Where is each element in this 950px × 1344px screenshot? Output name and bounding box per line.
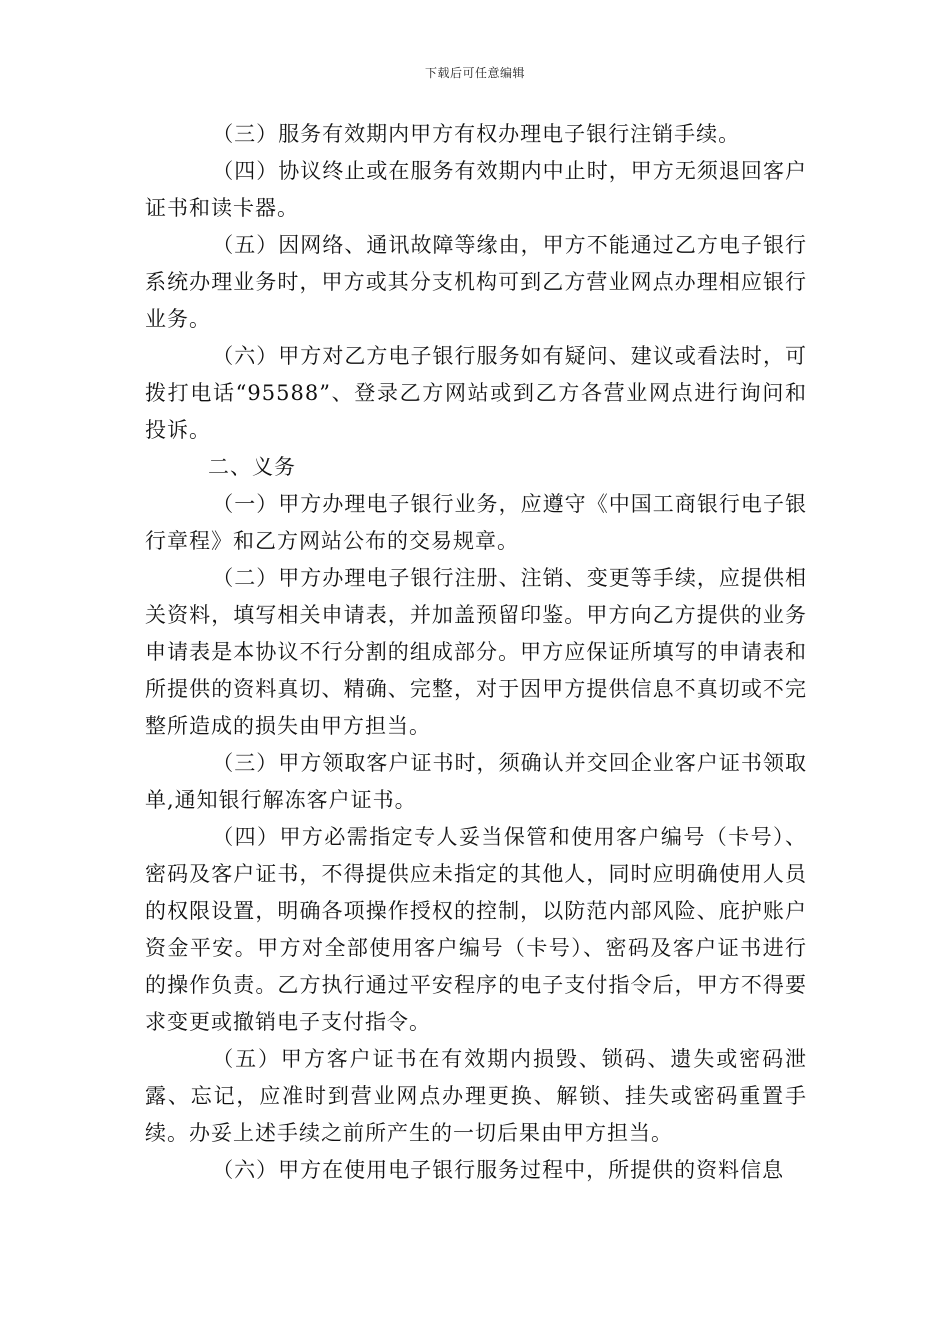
clause-paragraph: （三）服务有效期内甲方有权办理电子银行注销手续。 bbox=[212, 122, 741, 146]
duty-paragraph: （五）甲方客户证书在有效期内损毁、锁码、遗失或密码泄露、忘记，应准时到营业网点办理更换、解锁、挂失或密码重置手续。办妥上述手续之前所产生的一切后果由甲方担当。 bbox=[145, 1047, 807, 1145]
duty-paragraph: （六）甲方在使用电子银行服务过程中，所提供的资料信息 bbox=[212, 1158, 785, 1182]
duty-paragraph: （一）甲方办理电子银行业务，应遵守《中国工商银行电子银行章程》和乙方网站公布的交易规章。 bbox=[145, 492, 807, 553]
page-header-note: 下载后可任意编辑 bbox=[424, 66, 525, 80]
clause-paragraph: （五）因网络、通讯故障等缘由，甲方不能通过乙方电子银行系统办理业务时，甲方或其分支机构可到乙方营业网点办理相应银行业务。 bbox=[145, 233, 807, 331]
document-body bbox=[145, 116, 807, 1189]
section-heading: 二、义务 bbox=[208, 455, 296, 479]
clause-paragraph: （六）甲方对乙方电子银行服务如有疑问、建议或看法时，可拨打电话“95588”、登录乙方网站或到乙方各营业网点进行询问和投诉。 bbox=[145, 344, 807, 442]
clause-paragraph: （四）协议终止或在服务有效期内中止时，甲方无须退回客户证书和读卡器。 bbox=[145, 159, 807, 220]
duty-paragraph: （三）甲方领取客户证书时，须确认并交回企业客户证书领取单,通知银行解冻客户证书。 bbox=[145, 751, 807, 812]
duty-paragraph: （二）甲方办理电子银行注册、注销、变更等手续，应提供相关资料，填写相关申请表，并加盖预留印鉴。甲方向乙方提供的业务申请表是本协议不行分割的组成部分。甲方应保证所填写的申请表和所提供的资料真切、精确、完整，对于因甲方提供信息不真切或不完整所造成的损失由甲方担当。 bbox=[145, 566, 807, 738]
duty-paragraph: （四）甲方必需指定专人妥当保管和使用客户编号（卡号）、密码及客户证书，不得提供应未指定的其他人，同时应明确使用人员的权限设置，明确各项操作授权的控制，以防范内部风险、庇护账户资金平安。甲方对全部使用客户编号（卡号）、密码及客户证书进行的操作负责。乙方执行通过平安程序的电子支付指令后，甲方不得要求变更或撤销电子支付指令。 bbox=[145, 825, 807, 1034]
